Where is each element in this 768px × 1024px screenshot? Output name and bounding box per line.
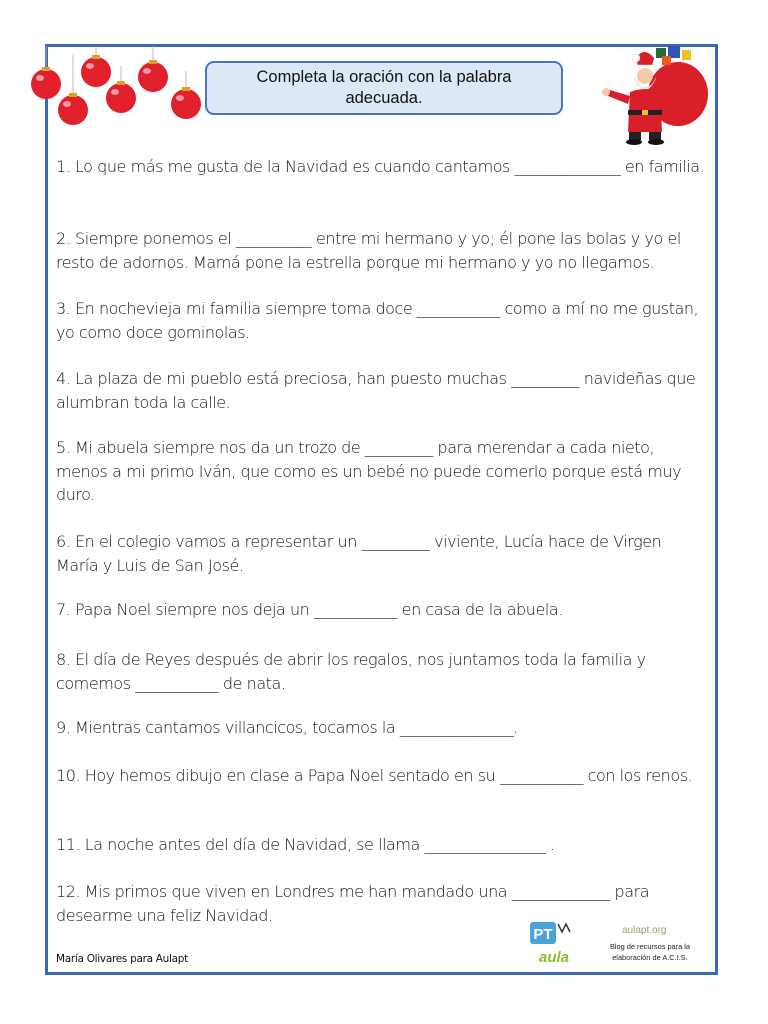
christmas-ornaments-icon [28,46,208,136]
pt-aula-logo [528,918,590,968]
sentence-item: 10. Hoy hemos dibujo en clase a Papa Noel sentado en su ___________ con los renos. [56,766,693,785]
author-credit: María Olivares para Aulapt [56,953,188,965]
sentence-item: 12. Mis primos que viven en Londres me han mandado una _____________ para desearme una feliz Navidad. [56,882,650,925]
sentence-item: 8. El día de Reyes después de abrir los regalos, nos juntamos toda la familia y comemos ___________ de nata. [56,650,646,693]
instruction-text: Completa la oración con la palabra adecuada. [256,68,512,107]
santa-claus-icon [596,44,712,148]
sentence-item: 5. Mi abuela siempre nos da un trozo de _________ para merendar a cada nieto, menos a mi primo Iván, que como es un bebé no puede comerlo porque está muy duro. [56,438,682,504]
sentence-item: 4. La plaza de mi pueblo está preciosa, han puesto muchas _________ navideñas que alumbran toda la calle. [56,369,696,412]
logo-text-bottom: aula [538,949,570,966]
sentence-item: 9. Mientras cantamos villancicos, tocamos la _______________. [56,718,518,737]
logo-text-top: PT [533,926,553,943]
instruction-box [205,61,563,115]
site-link[interactable]: aulapt.org [622,925,667,936]
sentence-item: 2. Siempre ponemos el __________ entre mi hermano y yo; él pone las bolas y yo el resto de adornos. Mamá pone la estrella porque mi hermano y yo no llegamos. [56,229,681,272]
sentence-item: 3. En nochevieja mi familia siempre toma doce ___________ como a mí no me gustan, yo como doce gominolas. [56,299,699,342]
sentence-item: 1. Lo que más me gusta de la Navidad es cuando cantamos ______________ en familia. [56,157,705,176]
sentence-item: 11. La noche antes del día de Navidad, se llama ________________ . [56,835,555,854]
sentence-item: 7. Papa Noel siempre nos deja un ___________ en casa de la abuela. [56,600,563,619]
blog-description: Blog de recursos para la elaboración de A.C.I.S. [609,942,691,962]
sentence-item: 6. En el colegio vamos a representar un _________ viviente, Lucía hace de Virgen María y Luis de San José. [56,532,662,575]
